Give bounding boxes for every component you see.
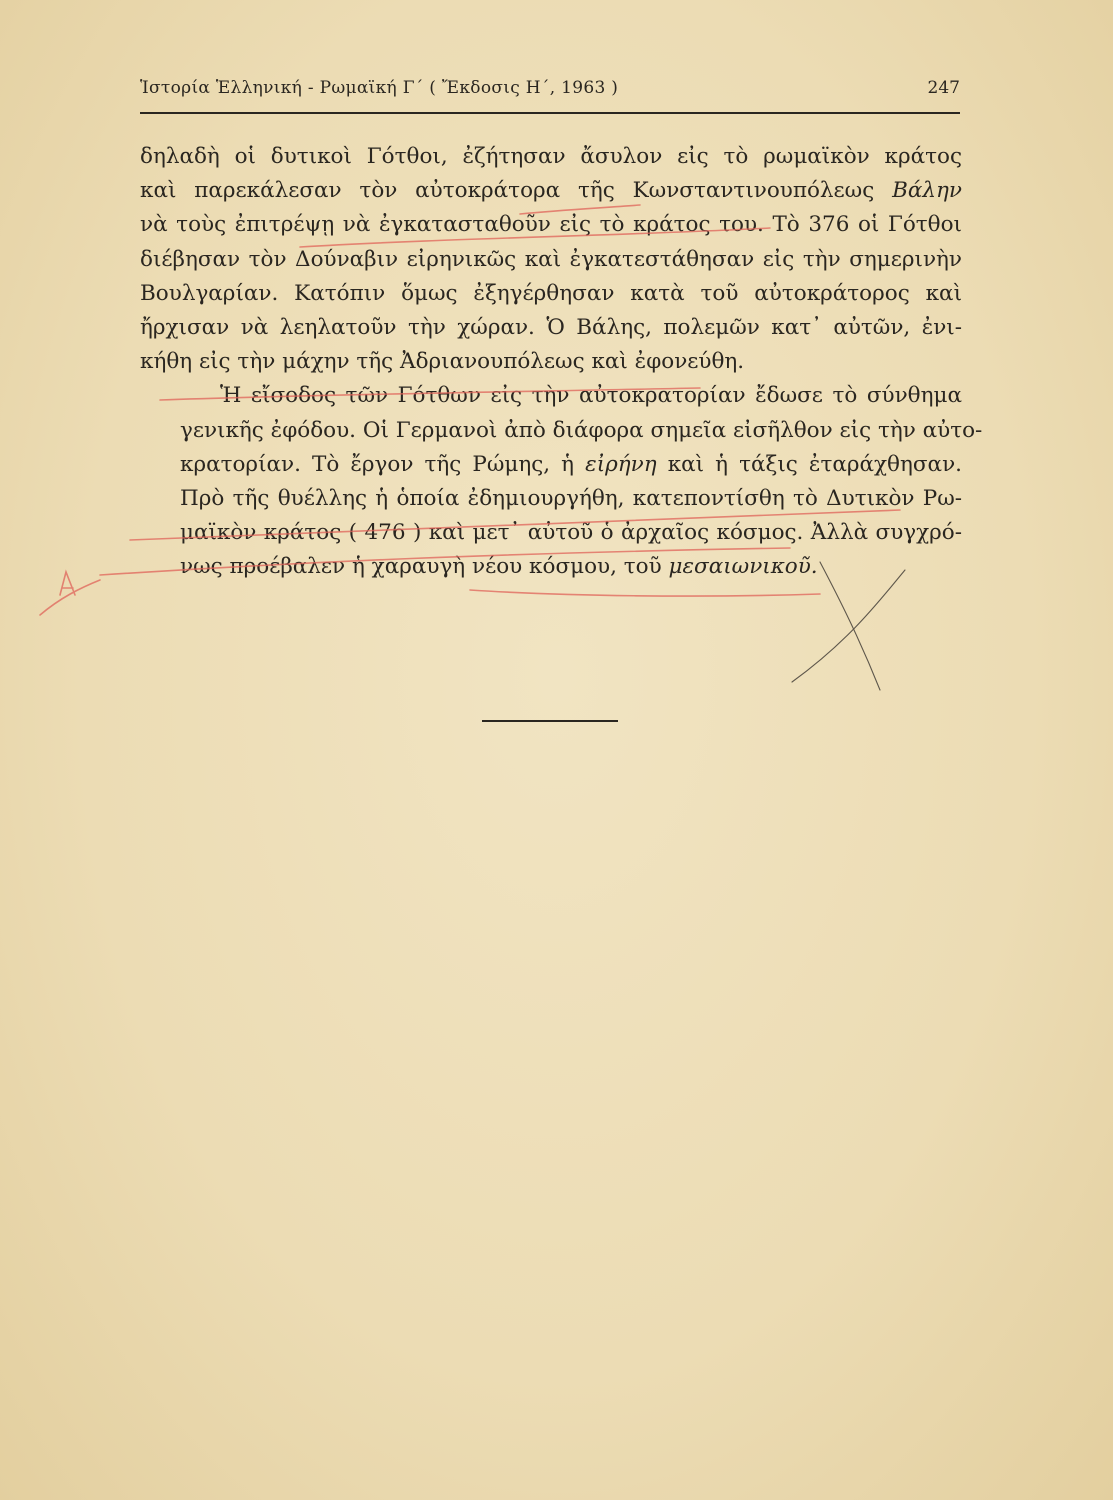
red-underline (470, 590, 820, 596)
page-number: 247 (927, 78, 960, 98)
text-line: κήθη εἰς τὴν μάχην τῆς Ἀδριανουπόλεως καὶ ἐφονεύθη. (140, 349, 745, 375)
header-rule (140, 112, 960, 114)
text-line: Βουλγαρίαν. Κατόπιν ὅμως ἐξηγέρθησαν κατὰ τοῦ αὐτοκράτορος καὶ (140, 280, 962, 306)
text-line-part: νως προέβαλεν ἡ χαραυγὴ νέου κόσμου, τοῦ (180, 554, 662, 580)
text-line: διέβησαν τὸν Δούναβιν εἰρηνικῶς καὶ ἐγκατεστάθησαν εἰς τὴν σημερινὴν (140, 246, 962, 272)
text-line: μαϊκὸν κράτος ( 476 ) καὶ μετ᾽ αὐτοῦ ὁ ἀρχαῖος κόσμος. Ἀλλὰ συγχρό- (180, 520, 962, 546)
text-line: Πρὸ τῆς θυέλλης ἡ ὁποία ἐδημιουργήθη, κατεποντίσθη τὸ Δυτικὸν Ρω- (180, 486, 962, 512)
text-line (140, 550, 962, 584)
header-title: Ἱστορία Ἑλληνική - Ρωμαϊκή Γ΄ ( Ἔκδοσις Η΄, 1963 ) (140, 78, 619, 98)
text-line: γενικῆς ἐφόδου. Οἱ Γερμανοὶ ἀπὸ διάφορα σημεῖα εἰσῆλθον εἰς τὴν αὐτο- (180, 417, 983, 443)
text-line-part: καὶ ἡ τάξις ἐταράχθησαν. (667, 451, 962, 477)
text-line (140, 448, 962, 482)
paragraph-2 (140, 379, 983, 584)
paragraph-1 (140, 140, 962, 379)
end-rule (482, 720, 618, 722)
red-margin-mark (40, 580, 100, 615)
running-header (140, 78, 960, 110)
red-margin-mark (60, 572, 75, 595)
text-line-part: κρατορίαν. Τὸ ἔργον τῆς Ρώμης, ἡ (180, 451, 575, 477)
text-line: δηλαδὴ οἱ δυτικοὶ Γότθοι, ἐζήτησαν ἄσυλον εἰς τὸ ρωμαϊκὸν κράτος (140, 144, 962, 169)
text-line: ἤρχισαν νὰ λεηλατοῦν τὴν χώραν. Ὁ Βάλης, πολεμῶν κατ᾽ αὐτῶν, ἐνι- (140, 315, 962, 341)
pencil-cross-mark (792, 570, 905, 682)
italic-name: Βάλην (892, 178, 962, 204)
text-line: νὰ τοὺς ἐπιτρέψῃ νὰ ἐγκατασταθοῦν εἰς τὸ κράτος του. Τὸ 376 οἱ Γότθοι (140, 212, 962, 238)
italic-word: εἰρήνη (585, 451, 657, 477)
text-line (140, 174, 962, 208)
text-line-part: καὶ παρεκάλεσαν τὸν αὐτοκράτορα τῆς Κωνσταντινουπόλεως (140, 178, 875, 204)
text-line: Ἡ εἴσοδος τῶν Γότθων εἰς τὴν αὐτοκρατορίαν ἔδωσε τὸ σύνθημα (220, 383, 962, 409)
italic-word: μεσαιωνικοῦ. (668, 554, 818, 580)
body-text (140, 140, 983, 585)
